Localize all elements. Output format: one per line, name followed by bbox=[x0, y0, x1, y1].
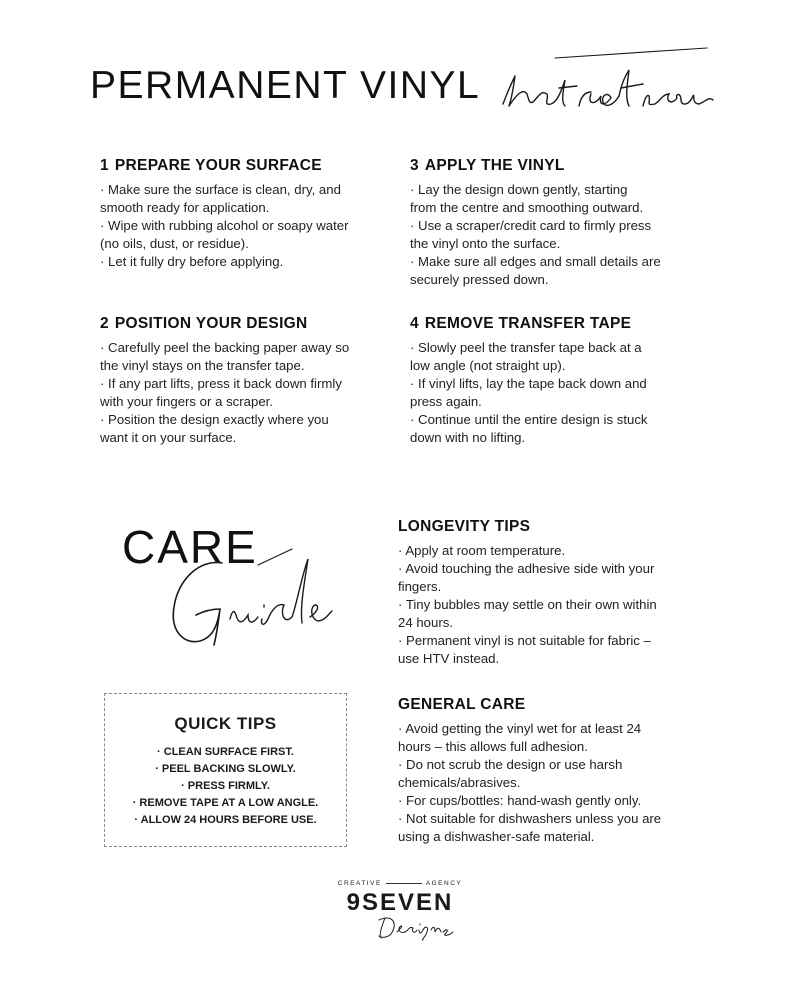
instructions-script-wordmark bbox=[495, 36, 725, 136]
step-text-line: (no oils, dust, or residue). bbox=[100, 236, 249, 251]
step-heading bbox=[410, 157, 700, 175]
quick-tips-box bbox=[104, 693, 347, 847]
quick-tip-item: · PEEL BACKING SLOWLY. bbox=[155, 763, 296, 775]
logo-tag-left: CREATIVE bbox=[337, 880, 382, 887]
guide-script-wordmark bbox=[160, 545, 340, 655]
step-text-line: from the centre and smoothing outward. bbox=[410, 200, 644, 215]
step-text-line: press again. bbox=[410, 394, 482, 409]
step-text-line: down with no lifting. bbox=[410, 430, 526, 445]
tip-line: · Avoid touching the adhesive side with your bbox=[398, 561, 655, 576]
step-number: 2 bbox=[100, 315, 109, 332]
care-line: · Do not scrub the design or use harsh bbox=[398, 757, 623, 772]
step-text-line: · Continue until the entire design is stuck bbox=[410, 412, 648, 427]
quick-tip-item: · ALLOW 24 HOURS BEFORE USE. bbox=[134, 814, 317, 826]
care-line: · Avoid getting the vinyl wet for at least 24 bbox=[398, 721, 642, 736]
step-heading bbox=[100, 315, 390, 333]
step-text-line: · Lay the design down gently, starting bbox=[410, 182, 628, 197]
step-text-line: · Slowly peel the transfer tape back at a bbox=[410, 340, 642, 355]
step-number: 3 bbox=[410, 157, 419, 174]
step-text-line: · Carefully peel the backing paper away so bbox=[100, 340, 350, 355]
care-heading: CARE bbox=[122, 521, 258, 573]
care-line: · Not suitable for dishwashers unless you are bbox=[398, 811, 662, 826]
step-text-line: smooth ready for application. bbox=[100, 200, 270, 215]
step-text-line: the vinyl stays on the transfer tape. bbox=[100, 358, 305, 373]
tip-line: fingers. bbox=[398, 579, 442, 594]
care-line: chemicals/abrasives. bbox=[398, 775, 521, 790]
step-position-design bbox=[100, 315, 390, 447]
page-title: PERMANENT VINYL bbox=[90, 64, 481, 107]
tip-line: · Tiny bubbles may settle on their own within bbox=[398, 597, 657, 612]
logo-rule bbox=[386, 883, 422, 884]
step-text-line: securely pressed down. bbox=[410, 272, 549, 287]
step-title: PREPARE YOUR SURFACE bbox=[114, 157, 322, 174]
step-text-line: · Let it fully dry before applying. bbox=[100, 254, 284, 269]
quick-tip-item: · CLEAN SURFACE FIRST. bbox=[157, 746, 294, 758]
step-heading bbox=[100, 157, 390, 175]
quick-tip-item: · PRESS FIRMLY. bbox=[181, 780, 270, 792]
care-line: hours – this allows full adhesion. bbox=[398, 739, 588, 754]
tip-line: 24 hours. bbox=[398, 615, 453, 630]
longevity-tips bbox=[398, 518, 688, 668]
step-heading bbox=[410, 315, 700, 333]
general-care bbox=[398, 696, 688, 846]
step-title: APPLY THE VINYL bbox=[424, 157, 565, 174]
step-text-line: · If vinyl lifts, lay the tape back down and bbox=[410, 376, 647, 391]
step-text-line: · If any part lifts, press it back down firmly bbox=[100, 376, 342, 391]
step-text-line: · Make sure the surface is clean, dry, and bbox=[100, 182, 341, 197]
logo-wordmark: 9SEVEN bbox=[346, 889, 454, 916]
logo-tagline bbox=[330, 880, 470, 887]
tip-line: use HTV instead. bbox=[398, 651, 500, 666]
care-line: · For cups/bottles: hand-wash gently only. bbox=[398, 793, 642, 808]
step-text-line: with your fingers or a scraper. bbox=[100, 394, 273, 409]
general-care-title: GENERAL CARE bbox=[398, 696, 526, 713]
logo-designs-script bbox=[375, 910, 455, 942]
step-number: 4 bbox=[410, 315, 419, 332]
step-text-line: · Wipe with rubbing alcohol or soapy water bbox=[100, 218, 349, 233]
step-text-line: the vinyl onto the surface. bbox=[410, 236, 561, 251]
step-number: 1 bbox=[100, 157, 109, 174]
step-text-line: · Position the design exactly where you bbox=[100, 412, 329, 427]
step-text-line: low angle (not straight up). bbox=[410, 358, 566, 373]
longevity-title: LONGEVITY TIPS bbox=[398, 518, 531, 535]
brand-logo bbox=[330, 878, 470, 958]
step-title: POSITION YOUR DESIGN bbox=[114, 315, 308, 332]
step-text-line: · Make sure all edges and small details are bbox=[410, 254, 661, 269]
logo-tag-right: AGENCY bbox=[425, 880, 463, 887]
quick-tips-title: QUICK TIPS bbox=[174, 714, 277, 733]
step-text-line: · Use a scraper/credit card to firmly press bbox=[410, 218, 652, 233]
step-title: REMOVE TRANSFER TAPE bbox=[424, 315, 632, 332]
step-prepare-surface bbox=[100, 157, 390, 271]
step-apply-vinyl bbox=[410, 157, 700, 289]
tip-line: · Apply at room temperature. bbox=[398, 543, 566, 558]
tip-line: · Permanent vinyl is not suitable for fabric – bbox=[398, 633, 651, 648]
care-line: using a dishwasher-safe material. bbox=[398, 829, 595, 844]
quick-tip-item: · REMOVE TAPE AT A LOW ANGLE. bbox=[132, 797, 319, 809]
step-text-line: want it on your surface. bbox=[100, 430, 237, 445]
step-remove-transfer-tape bbox=[410, 315, 700, 447]
